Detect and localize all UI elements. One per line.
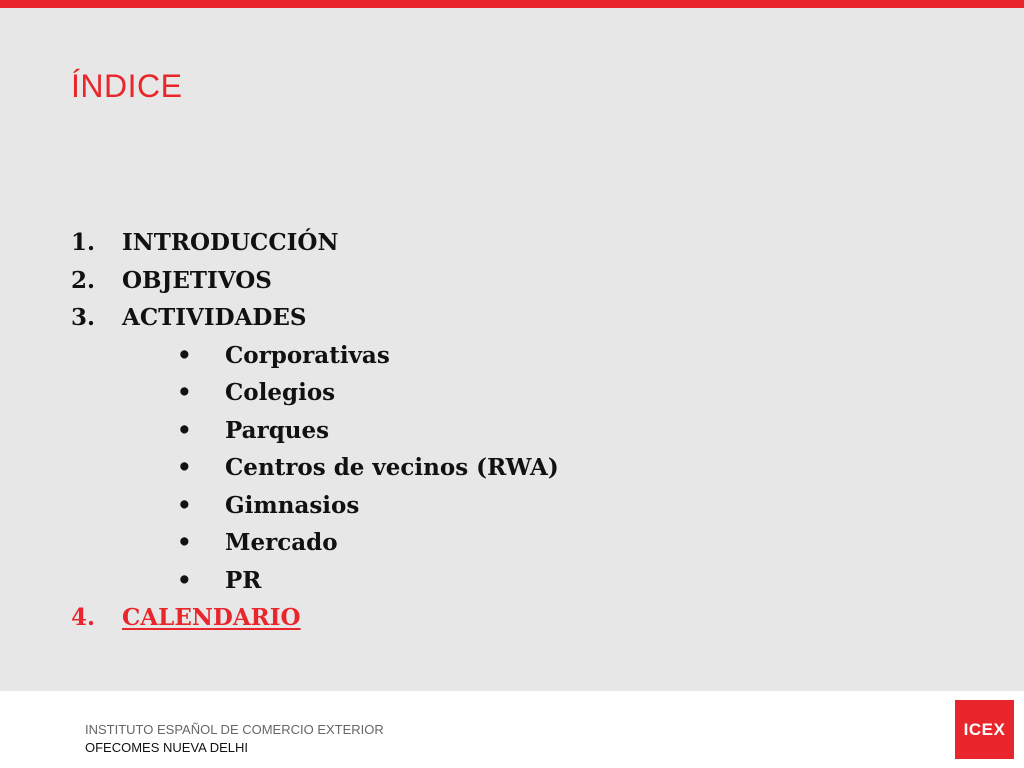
bullet-icon: • xyxy=(177,566,192,594)
icex-logo: ICEX xyxy=(955,700,1014,759)
subitem-label: Colegios xyxy=(225,379,336,406)
index-item-actividades xyxy=(71,299,771,337)
index-item-introduccion xyxy=(71,224,771,262)
subitem-label: Corporativas xyxy=(225,341,390,369)
bullet-icon: • xyxy=(177,491,192,519)
bullet-icon: • xyxy=(177,341,192,369)
index-item-label: INTRODUCCIÓN xyxy=(122,229,339,256)
subitem-pr xyxy=(71,562,771,600)
subitem-label: Gimnasios xyxy=(225,491,360,519)
index-item-objetivos xyxy=(71,262,771,300)
subitem-label: PR xyxy=(225,566,262,594)
index-item-number: 1. xyxy=(71,229,96,256)
footer-office-name: OFECOMES NUEVA DELHI xyxy=(85,740,249,755)
footer-institute-name: INSTITUTO ESPAÑOL DE COMERCIO EXTERIOR xyxy=(85,722,384,737)
subitem-colegios xyxy=(71,374,771,412)
subitem-label: Mercado xyxy=(225,529,338,556)
bullet-icon: • xyxy=(177,379,192,406)
subitem-parques xyxy=(71,412,771,450)
subitem-mercado xyxy=(71,524,771,562)
footer xyxy=(0,691,1024,768)
index-item-label: OBJETIVOS xyxy=(122,266,272,294)
top-accent-bar xyxy=(0,0,1024,8)
calendario-link[interactable]: CALENDARIO xyxy=(122,604,301,631)
index-item-label: ACTIVIDADES xyxy=(122,304,307,331)
slide-title: ÍNDICE xyxy=(71,68,183,104)
subitem-corporativas xyxy=(71,337,771,375)
index-item-number: 2. xyxy=(71,266,96,294)
bullet-icon: • xyxy=(177,454,192,481)
subitem-centros-de-vecinos xyxy=(71,449,771,487)
bullet-icon: • xyxy=(177,416,192,444)
index-list xyxy=(71,224,771,637)
bullet-icon: • xyxy=(177,529,192,556)
index-item-number: 3. xyxy=(71,304,96,331)
subitem-gimnasios xyxy=(71,487,771,525)
index-item-calendario[interactable] xyxy=(71,599,771,637)
subitem-label: Centros de vecinos (RWA) xyxy=(225,454,559,481)
subitem-label: Parques xyxy=(225,416,330,444)
index-item-number: 4. xyxy=(71,604,96,631)
